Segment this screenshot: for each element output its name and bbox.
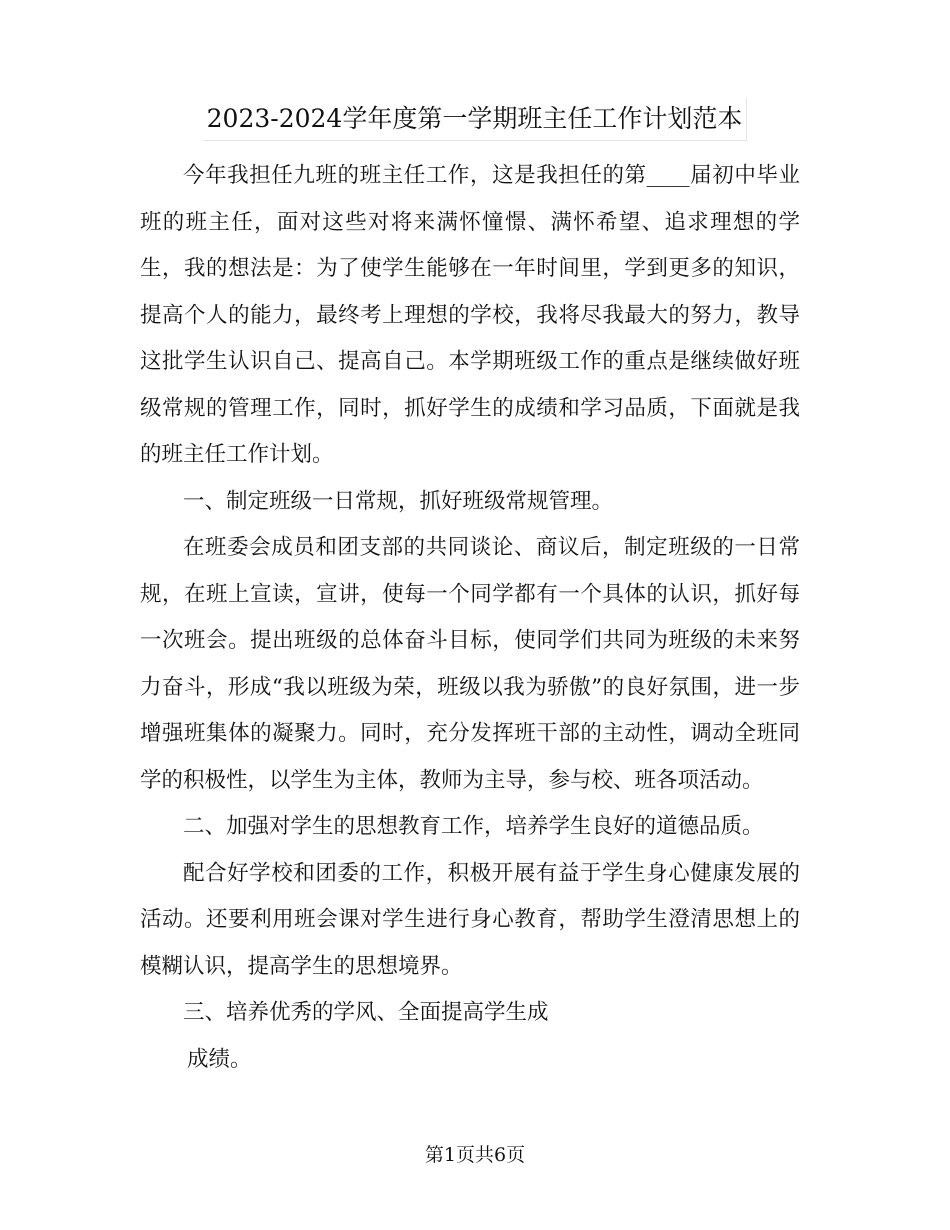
- document-title: [0, 98, 950, 141]
- paragraph-intro: 今年我担任九班的班主任工作，这是我担任的第____届初中毕业班的班主任，面对这些对将来满怀憧憬、满怀希望、追求理想的学生，我的想法是：为了使学生能够在一年时间里，学到更多的知识，提高个人的能力，最终考上理想的学校，我将尽我最大的努力，教导这批学生认识自己、提高自己。本学期班级工作的重点是继续做好班级常规的管理工作，同时，抓好学生的成绩和学习品质，下面就是我的班主任工作计划。: [140, 163, 800, 467]
- heading-section-3: 三、培养优秀的学风、全面提高学生成: [183, 1000, 549, 1025]
- paragraph-section-1: 在班委会成员和团支部的共同谈论、商议后，制定班级的一日常规，在班上宣读，宣讲，使每一个同学都有一个具体的认识，抓好每一次班会。提出班级的总体奋斗目标，使同学们共同为班级的未来努力奋斗，形成“我以班级为荣，班级以我为骄傲”的良好氛围，进一步增强班集体的凝聚力。同时，充分发挥班干部的主动性，调动全班同学的积极性，以学生为主体，教师为主导，参与校、班各项活动。: [140, 535, 800, 793]
- paragraph-section-3-continuation: 成绩。: [187, 1046, 252, 1072]
- document-title-text: 2023-2024学年度第一学期班主任工作计划范本: [203, 98, 748, 141]
- paragraph-section-2: 配合好学校和团委的工作，积极开展有益于学生身心健康发展的活动。还要利用班会课对学生进行身心教育，帮助学生澄清思想上的模糊认识，提高学生的思想境界。: [140, 860, 800, 979]
- heading-section-1: 一、制定班级一日常规，抓好班级常规管理。: [183, 488, 614, 514]
- page-number-footer: 第1页共6页: [424, 1144, 526, 1166]
- document-body: [140, 153, 800, 1083]
- heading-section-2: 二、加强对学生的思想教育工作，培养学生良好的道德品质。: [183, 814, 764, 839]
